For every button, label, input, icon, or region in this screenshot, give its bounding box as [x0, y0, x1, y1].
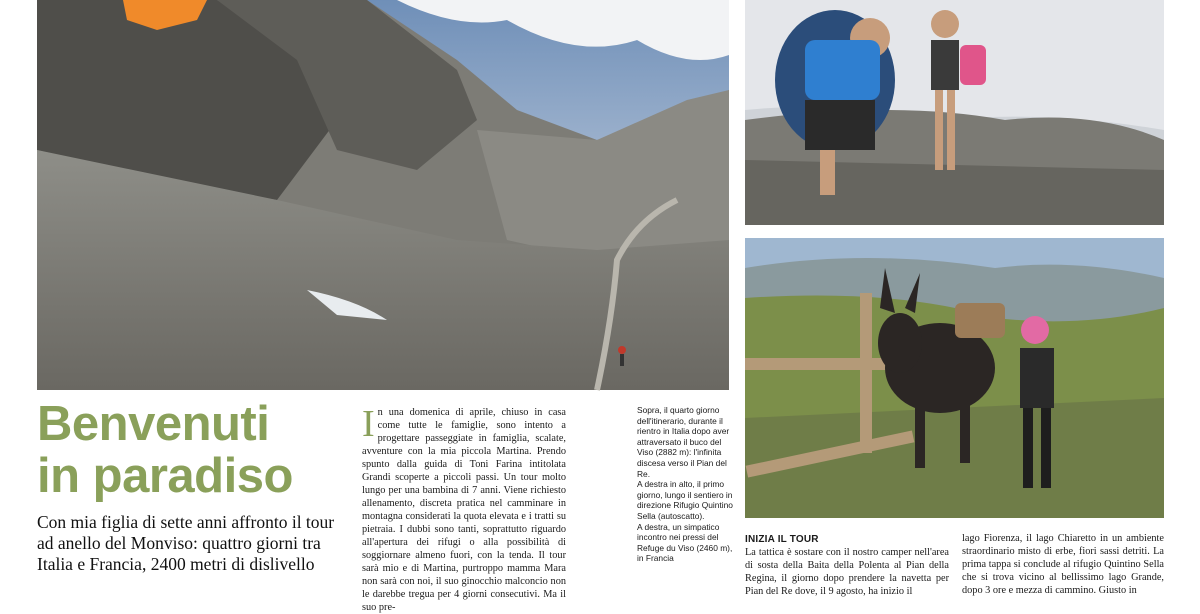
main-photo: [37, 0, 729, 390]
section-heading: INIZIA IL TOUR: [745, 534, 819, 545]
article-standfirst: Con mia figlia di sette anni affronto il tour ad anello del Monviso: quattro giorni tra Italia e Francia, 2400 metri di dislivello: [37, 512, 335, 574]
body-column-1-text: n una domenica di aprile, chiuso in casa come tutte le famiglie, sono intento a progettare passeggiate in famiglia, scalate, avventure con la mia piccola Martina. Prendo spunto dalla guida di Toni Farina intitolata Grandi scoperte a piccoli passi. Un tour molto lungo per una bambina di 7 anni. Viene richiesto allenamento, discreta pratica nel camminare in montagna considerati la quota elevata e i tratti su pietraia. I dubbi sono tanti, soprattutto riguardo all'apertura dei rifugi o alla possibilità di soggiornare almeno fuori, con la tenda. Il tour sarà mio e di Martina, purtroppo mamma Mara non sarà con noi, il suo ginocchio malconcio non le darebbe tregua per 4 giorni consecutivi. Ma il suo pre-: [362, 407, 566, 613]
bottom-right-photo-illustration: [745, 238, 1164, 518]
headline-line-1: Benvenuti: [37, 397, 270, 451]
top-right-photo-illustration: [745, 0, 1164, 225]
main-photo-illustration: [37, 0, 729, 390]
article-headline: [37, 398, 347, 502]
drop-cap: I: [362, 403, 375, 445]
body-column-3: lago Fiorenza, il lago Chiaretto in un ambiente straordinario misto di erbe, fiori sassi detriti. La prima tappa si conclude al rifugio Quintino Sella che si trova vicino al bellissimo lago Grande, dopo 3 ore e mezza di cammino. Giusto in: [962, 533, 1164, 596]
caption-top-right-photo: A destra in alto, il primo giorno, lungo il sentiero in direzione Rifugio Quintino Sella (autoscatto).: [637, 479, 733, 521]
photo-captions: [637, 405, 737, 564]
bottom-right-photo: [745, 238, 1164, 518]
body-column-1: [362, 403, 566, 614]
caption-bottom-right-photo: A destra, un simpatico incontro nei pressi del Refuge du Viso (2460 m), in Francia: [637, 521, 733, 564]
caption-main-photo: Sopra, il quarto giorno dell'itinerario, durante il rientro in Italia dopo aver attraversato il buco del Viso (2882 m): l'infinita discesa verso il Pian del Re.: [637, 405, 730, 479]
body-column-2: La tattica è sostare con il nostro camper nell'area di sosta della Baita della Polenta al Pian della Regina, il giorno dopo prendere la navetta per Pian del Re dove, il 9 agosto, ha inizio il: [745, 547, 949, 597]
top-right-photo: [745, 0, 1164, 225]
headline-line-2: in paradiso: [37, 449, 293, 503]
